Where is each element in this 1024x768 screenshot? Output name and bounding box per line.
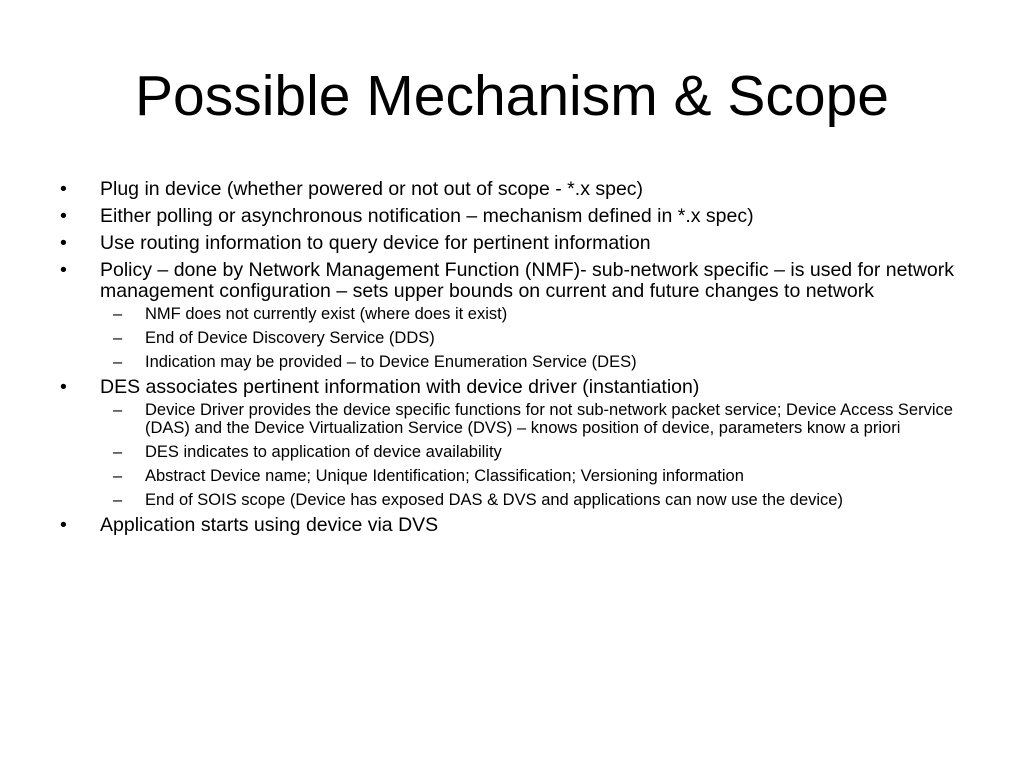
bullet-item <box>60 206 960 227</box>
bullet-item <box>60 233 960 254</box>
bullet-text: DES associates pertinent information with device driver (instantiation) <box>100 376 700 398</box>
sub-item-text: Indication may be provided – to Device Enumeration Service (DES) <box>145 353 637 371</box>
bullet-text: Use routing information to query device for pertinent information <box>100 232 651 254</box>
sub-item-text: NMF does not currently exist (where does it exist) <box>145 305 508 323</box>
sub-item-text: Device Driver provides the device specific functions for not sub-network packet service; Device Access Service (DAS) and the Device Virtualization Service (DVS) – knows position of device, parameters know a priori <box>145 401 953 437</box>
sub-item-text: DES indicates to application of device availability <box>145 443 502 461</box>
bullet-text: Policy – done by Network Management Function (NMF)- sub-network specific – is used for network management configuration – sets upper bounds on current and future changes to network <box>100 259 955 302</box>
dash-icon: – <box>113 443 123 461</box>
dash-icon: – <box>113 329 123 347</box>
sub-item <box>100 305 960 323</box>
bullet-icon: • <box>60 205 67 227</box>
sub-item <box>100 353 960 371</box>
bullet-icon: • <box>60 259 67 281</box>
bullet-icon: • <box>60 178 67 200</box>
sub-item <box>100 401 960 437</box>
sub-list <box>100 305 960 371</box>
dash-icon: – <box>113 491 123 509</box>
bullet-text: Either polling or asynchronous notification – mechanism defined in *.x spec) <box>100 205 754 227</box>
sub-item-text: Abstract Device name; Unique Identification; Classification; Versioning information <box>145 467 744 485</box>
sub-item <box>100 443 960 461</box>
bullet-item <box>60 179 960 200</box>
dash-icon: – <box>113 353 123 371</box>
bullet-item <box>60 515 960 536</box>
dash-icon: – <box>113 467 123 485</box>
sub-item <box>100 491 960 509</box>
bullet-item <box>60 260 960 371</box>
bullet-list <box>60 179 960 542</box>
bullet-icon: • <box>60 232 67 254</box>
sub-item <box>100 467 960 485</box>
bullet-icon: • <box>60 376 67 398</box>
sub-list <box>100 401 960 509</box>
sub-item-text: End of SOIS scope (Device has exposed DAS & DVS and applications can now use the device) <box>145 491 843 509</box>
bullet-text: Application starts using device via DVS <box>100 514 439 536</box>
bullet-text: Plug in device (whether powered or not out of scope - *.x spec) <box>100 178 644 200</box>
dash-icon: – <box>113 305 123 323</box>
bullet-item <box>60 377 960 509</box>
sub-item-text: End of Device Discovery Service (DDS) <box>145 329 435 347</box>
slide-title: Possible Mechanism & Scope <box>134 64 890 128</box>
sub-item <box>100 329 960 347</box>
bullet-icon: • <box>60 514 67 536</box>
dash-icon: – <box>113 401 123 419</box>
